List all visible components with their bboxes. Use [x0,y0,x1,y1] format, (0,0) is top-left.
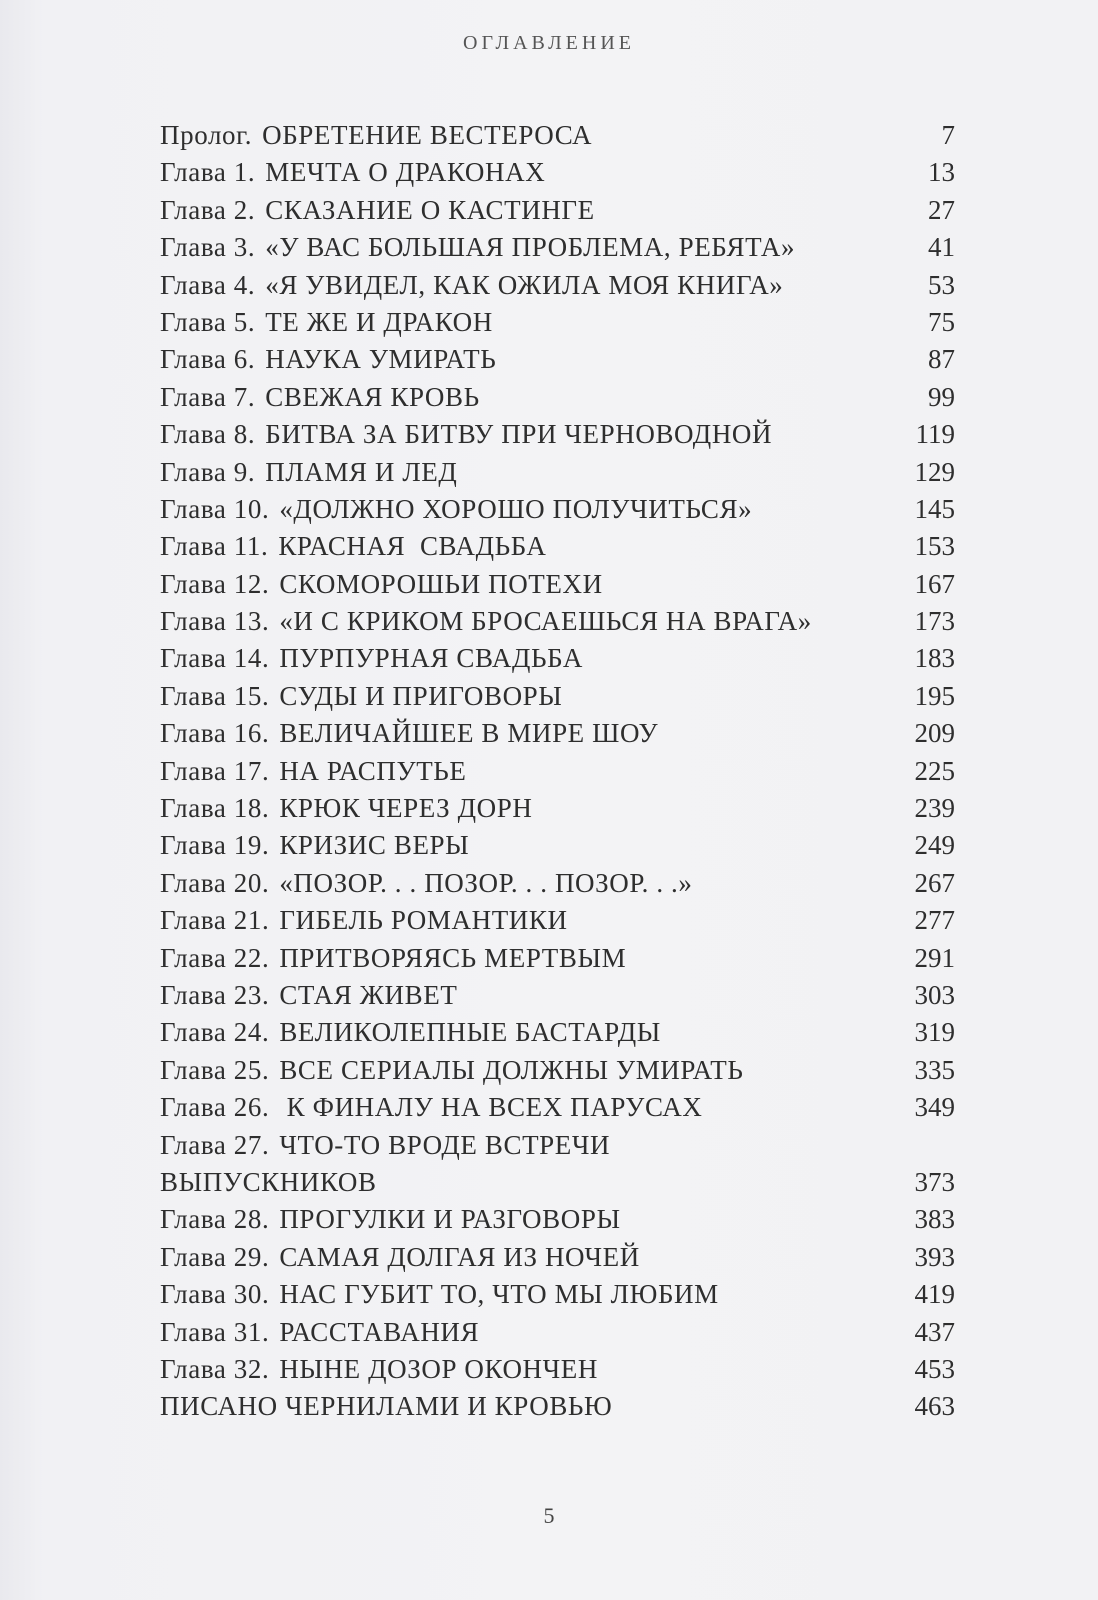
toc-entry-prefix: Глава 29. [160,1241,270,1272]
toc-entry-prefix: Глава 9. [160,456,256,487]
toc-entry-prefix: Глава 4. [160,269,256,300]
toc-entry-prefix: Глава 1. [160,157,256,188]
toc-entry [160,1388,955,1425]
toc-entry-page: 27 [928,194,955,225]
toc-entry-page: 291 [914,942,955,973]
toc-entry-label [160,603,885,640]
toc-entry [160,1164,955,1201]
toc-entry-title: ПИСАНО ЧЕРНИЛАМИ И КРОВЬЮ [160,1391,613,1422]
toc-entry-title: ВЕЛИКОЛЕПНЫЕ БАСТАРДЫ [279,1017,661,1048]
toc-entry-label [160,902,885,939]
toc-entry-page: 267 [914,867,955,898]
toc-entry [160,603,955,640]
toc-entry-prefix: Глава 32. [160,1353,270,1384]
toc-entry-prefix: Пролог. [160,120,253,150]
toc-entry-prefix: Глава 11. [160,531,269,562]
toc-entry-title: ВЕЛИЧАЙШЕЕ В МИРЕ ШОУ [279,718,659,749]
toc-entry-label [160,790,885,827]
toc-entry [160,1052,955,1089]
toc-entry [160,491,955,528]
toc-entry-page: 99 [928,381,955,412]
toc-entry-label [160,678,885,715]
toc-entry-page: 13 [928,157,955,188]
toc-entry-page: 373 [914,1166,955,1197]
toc-entry-title: ПЛАМЯ И ЛЕД [265,456,458,487]
toc-entry-page: 153 [914,531,955,562]
toc-entry-page: 41 [928,232,955,263]
toc-entry-label [160,1164,885,1201]
toc-entry-prefix: Глава 2. [160,194,256,225]
toc-entry-page: 393 [914,1241,955,1272]
toc-entry-title: ОБРЕТЕНИЕ ВЕСТЕРОСА [262,120,593,150]
toc-entry-label [160,1276,885,1313]
toc-entry [160,790,955,827]
toc-entry-prefix: Глава 30. [160,1279,270,1310]
toc-entry-label [160,566,885,603]
toc-entry-title: ВЫПУСКНИКОВ [160,1166,377,1197]
toc-entry [160,229,955,266]
toc-entry [160,117,955,154]
toc-entry-page: 173 [914,606,955,637]
toc-entry [160,1127,955,1164]
toc-entry-title: ГИБЕЛЬ РОМАНТИКИ [279,905,568,936]
toc-entry-prefix: Глава 20. [160,867,270,898]
toc-entry-page: 437 [914,1316,955,1347]
toc-entry [160,865,955,902]
toc-entry [160,1089,955,1126]
toc-entry-prefix: Глава 10. [160,493,270,524]
toc-entry-title: САМАЯ ДОЛГАЯ ИЗ НОЧЕЙ [279,1241,640,1272]
toc-entry-prefix: Глава 17. [160,755,270,786]
toc-entry-title: «И С КРИКОМ БРОСАЕШЬСЯ НА ВРАГА» [279,606,812,637]
toc-entry-title: ЧТО-ТО ВРОДЕ ВСТРЕЧИ [279,1129,611,1160]
toc-entry [160,1014,955,1051]
toc-entry-prefix: Глава 21. [160,905,270,936]
toc-entry-prefix: Глава 3. [160,232,256,263]
toc-entry [160,154,955,191]
toc-entry [160,902,955,939]
toc-entry-title: НЫНЕ ДОЗОР ОКОНЧЕН [279,1353,598,1384]
toc-entry-label [160,1314,885,1351]
toc-entry-title: ПРИТВОРЯЯСЬ МЕРТВЫМ [279,942,627,973]
toc-entry-title: ТЕ ЖЕ И ДРАКОН [265,306,493,337]
toc-entry [160,1314,955,1351]
toc-entry-label [160,341,885,378]
toc-entry [160,640,955,677]
toc-entry-title: «ДОЛЖНО ХОРОШО ПОЛУЧИТЬСЯ» [279,493,753,524]
toc-entry-page: 7 [941,120,955,150]
toc-entry-title: РАССТАВАНИЯ [279,1316,480,1347]
toc-entry-title: «У ВАС БОЛЬШАЯ ПРОБЛЕМА, РЕБЯТА» [265,232,796,263]
toc-entry-title: СКАЗАНИЕ О КАСТИНГЕ [265,194,595,225]
toc-entry-title: К ФИНАЛУ НА ВСЕХ ПАРУСАХ [279,1092,703,1123]
toc-entry-prefix: Глава 28. [160,1204,270,1235]
toc-entry-page: 239 [914,793,955,824]
toc-entry-page: 303 [914,979,955,1010]
toc-entry-title: ПУРПУРНАЯ СВАДЬБА [279,643,583,674]
toc-entry-label [160,528,885,565]
toc-entry-label [160,154,885,191]
toc-entry-prefix: Глава 12. [160,568,270,599]
toc-entry-label [160,304,885,341]
toc-entry-page: 349 [914,1092,955,1123]
toc-entry-title: «Я УВИДЕЛ, КАК ОЖИЛА МОЯ КНИГА» [265,269,784,300]
toc-entry-label [160,229,885,266]
toc-entry-label [160,1014,885,1051]
toc-entry-page: 87 [928,344,955,375]
toc-entry-label [160,491,885,528]
toc-entry-label [160,117,885,154]
toc-entry-prefix: Глава 25. [160,1054,270,1085]
toc-entry-label [160,1239,885,1276]
table-of-contents [160,117,955,1426]
toc-entry [160,304,955,341]
toc-entry-title: ПРОГУЛКИ И РАЗГОВОРЫ [279,1204,621,1235]
toc-entry [160,678,955,715]
toc-entry [160,1351,955,1388]
toc-entry-title: СКОМОРОШЬИ ПОТЕХИ [279,568,603,599]
toc-entry-page: 463 [914,1391,955,1422]
toc-entry-prefix: Глава 5. [160,306,256,337]
toc-entry-title: НАУКА УМИРАТЬ [265,344,497,375]
toc-entry-prefix: Глава 22. [160,942,270,973]
toc-entry-prefix: Глава 15. [160,680,270,711]
toc-entry [160,267,955,304]
toc-entry-title: СУДЫ И ПРИГОВОРЫ [279,680,563,711]
page-number: 5 [543,1503,555,1528]
toc-entry-title: БИТВА ЗА БИТВУ ПРИ ЧЕРНОВОДНОЙ [265,419,773,450]
toc-entry [160,192,955,229]
toc-entry [160,977,955,1014]
page-heading: ОГЛАВЛЕНИЕ [463,32,635,54]
toc-entry-label [160,1388,885,1425]
toc-entry [160,940,955,977]
toc-entry-label [160,1127,885,1164]
toc-entry-page: 277 [914,905,955,936]
toc-entry-title: СТАЯ ЖИВЕТ [279,979,458,1010]
toc-entry-page: 383 [914,1204,955,1235]
toc-entry-page: 129 [914,456,955,487]
toc-entry-label [160,827,885,864]
toc-entry-label [160,977,885,1014]
toc-entry-prefix: Глава 18. [160,793,270,824]
toc-entry-page: 167 [914,568,955,599]
toc-entry-page: 335 [914,1054,955,1085]
toc-entry [160,341,955,378]
toc-entry-label [160,267,885,304]
toc-entry-page: 319 [914,1017,955,1048]
toc-entry-prefix: Глава 16. [160,718,270,749]
toc-entry-title: МЕЧТА О ДРАКОНАХ [265,157,546,188]
toc-entry [160,1201,955,1238]
toc-entry-label [160,865,885,902]
toc-entry-page: 419 [914,1279,955,1310]
toc-entry-label [160,715,885,752]
toc-entry-page: 249 [914,830,955,861]
toc-entry-page: 75 [928,306,955,337]
toc-entry-label [160,1052,885,1089]
toc-entry-prefix: Глава 7. [160,381,256,412]
toc-entry-prefix: Глава 26. [160,1092,270,1123]
toc-entry-label [160,940,885,977]
toc-entry-page: 183 [914,643,955,674]
toc-entry-page: 145 [914,493,955,524]
toc-entry-prefix: Глава 23. [160,979,270,1010]
toc-entry-label [160,416,885,453]
toc-entry-prefix: Глава 13. [160,606,270,637]
toc-entry-prefix: Глава 19. [160,830,270,861]
toc-entry-page: 209 [914,718,955,749]
toc-entry [160,827,955,864]
toc-entry [160,1239,955,1276]
toc-entry-label [160,753,885,790]
toc-entry-page: 195 [914,680,955,711]
toc-entry [160,454,955,491]
toc-entry-label [160,640,885,677]
toc-entry-label [160,1201,885,1238]
toc-entry-prefix: Глава 24. [160,1017,270,1048]
toc-entry-label [160,1351,885,1388]
toc-entry [160,379,955,416]
toc-entry-title: НАС ГУБИТ ТО, ЧТО МЫ ЛЮБИМ [279,1279,719,1310]
toc-entry-page: 53 [928,269,955,300]
toc-entry-page: 225 [914,755,955,786]
toc-entry [160,416,955,453]
toc-entry-title: КРЮК ЧЕРЕЗ ДОРН [279,793,533,824]
toc-entry-label [160,379,885,416]
toc-entry-page: 119 [915,419,955,450]
toc-entry-page: 453 [914,1353,955,1384]
toc-entry-title: СВЕЖАЯ КРОВЬ [265,381,480,412]
toc-entry-prefix: Глава 31. [160,1316,270,1347]
toc-entry-title: «ПОЗОР. . . ПОЗОР. . . ПОЗОР. . .» [279,867,693,898]
toc-entry [160,1276,955,1313]
toc-entry-label [160,192,885,229]
toc-entry-title: НА РАСПУТЬЕ [279,755,467,786]
toc-entry-prefix: Глава 14. [160,643,270,674]
toc-entry-prefix: Глава 27. [160,1129,270,1160]
toc-entry-title: КРАСНАЯ СВАДЬБА [278,531,547,562]
toc-entry [160,753,955,790]
toc-entry [160,566,955,603]
toc-entry-title: КРИЗИС ВЕРЫ [279,830,470,861]
toc-entry-prefix: Глава 8. [160,419,256,450]
toc-entry [160,715,955,752]
toc-entry [160,528,955,565]
toc-entry-label [160,1089,885,1126]
toc-entry-prefix: Глава 6. [160,344,256,375]
toc-entry-label [160,454,885,491]
toc-entry-title: ВСЕ СЕРИАЛЫ ДОЛЖНЫ УМИРАТЬ [279,1054,744,1085]
